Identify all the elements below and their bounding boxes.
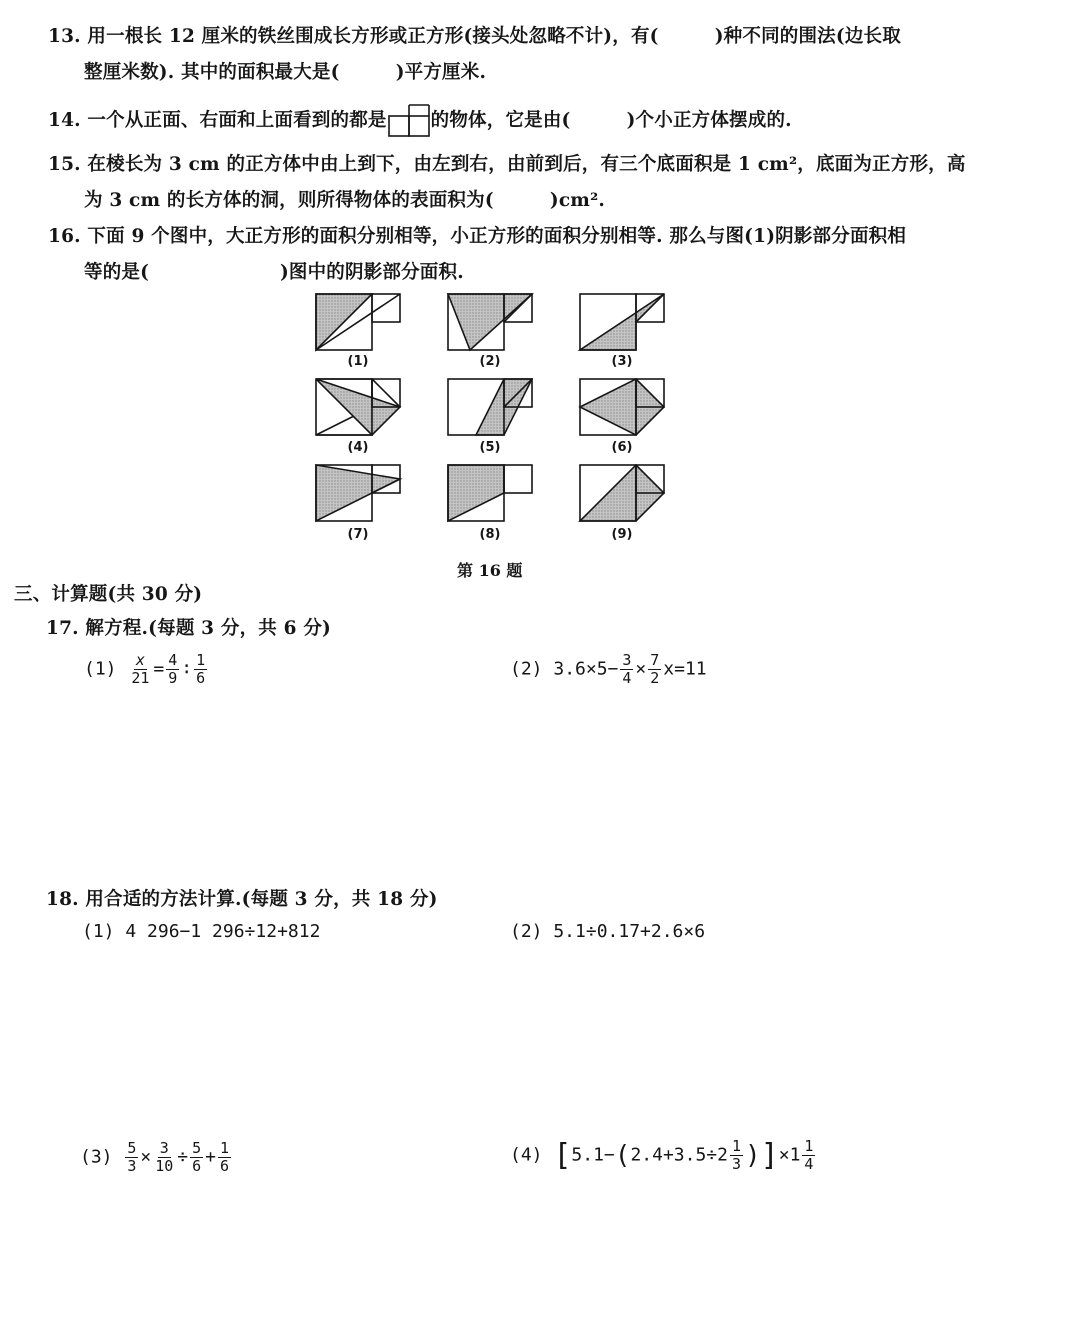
q15-line-1: 15. 在棱长为 3 cm 的正方体中由上到下，由左到右，由前到后，有三个底面积是 1 cm²，底面为正方形，高 — [48, 154, 966, 175]
figure-8 — [448, 465, 532, 521]
q18-title: 18. 用合适的方法计算.(每题 3 分，共 18 分) — [46, 889, 438, 910]
q17-problem-2: (2) 3.6×5− $\frac{3}{4}$ × $\frac{7}{2}$ x=11 — [510, 651, 707, 687]
two-squares-icon — [388, 104, 430, 138]
figure-label-8: (8) — [479, 527, 501, 542]
figure-2 — [448, 294, 532, 350]
q16-line-1: 16. 下面 9 个图中，大正方形的面积分别相等，小正方形的面积分别相等. 那么与图(1)阴影部分面积相 — [48, 226, 907, 247]
figure-9 — [580, 465, 664, 521]
q14-text-before: 14. 一个从正面、右面和上面看到的都是 — [48, 110, 387, 131]
figure-label-6: (6) — [611, 440, 633, 455]
q18-problem-1: (1) 4 296−1 296÷12+812 — [82, 921, 321, 942]
section-3-title: 三、计算题(共 30 分) — [14, 584, 203, 605]
q13-line-1: 13. 用一根长 12 厘米的铁丝围成长方形或正方形(接头处忽略不计)，有( )种不同的围法(边长取 — [48, 26, 901, 47]
figure-label-2: (2) — [479, 354, 501, 369]
q14-line — [48, 104, 792, 138]
q18-problem-3: (3) $\frac{5}{3}$ × $\frac{3}{10}$ ÷ $\frac{5}{6}$ + $\frac{1}{6}$ — [80, 1139, 230, 1175]
figure-6 — [580, 379, 664, 435]
figure-caption: 第 16 题 — [457, 561, 523, 580]
q17-problem-1: (1) $\frac{x}{21}$ = $\frac{4}{9}$ ∶ $\frac{1}{6}$ — [84, 651, 206, 687]
q16-figure-grid — [300, 288, 700, 548]
q17-title: 17. 解方程.(每题 3 分，共 6 分) — [46, 618, 331, 639]
figure-label-3: (3) — [611, 354, 633, 369]
q15-line-2: 为 3 cm 的长方体的洞，则所得物体的表面积为( )cm². — [84, 190, 606, 211]
q16-line-2: 等的是( )图中的阴影部分面积. — [84, 262, 464, 283]
q13-line-2: 整厘米数). 其中的面积最大是( )平方厘米. — [84, 62, 487, 83]
figure-label-9: (9) — [611, 527, 633, 542]
q18-problem-4: (4) [5.1−(2.4+3.5÷2 $\frac{1}{3}$ )]×1 $\frac{1}{4}$ — [510, 1137, 814, 1173]
figure-label-7: (7) — [347, 527, 369, 542]
figure-1 — [316, 294, 400, 350]
figure-label-1: (1) — [347, 354, 369, 369]
figure-label-4: (4) — [347, 440, 369, 455]
q14-text-after: 的物体，它是由( )个小正方体摆成的. — [430, 110, 792, 131]
q18-problem-2: (2) 5.1÷0.17+2.6×6 — [510, 921, 706, 942]
figure-5 — [448, 379, 532, 435]
figure-label-5: (5) — [479, 440, 501, 455]
figure-7 — [316, 465, 400, 521]
figure-3 — [580, 294, 664, 350]
figure-4 — [316, 379, 400, 435]
